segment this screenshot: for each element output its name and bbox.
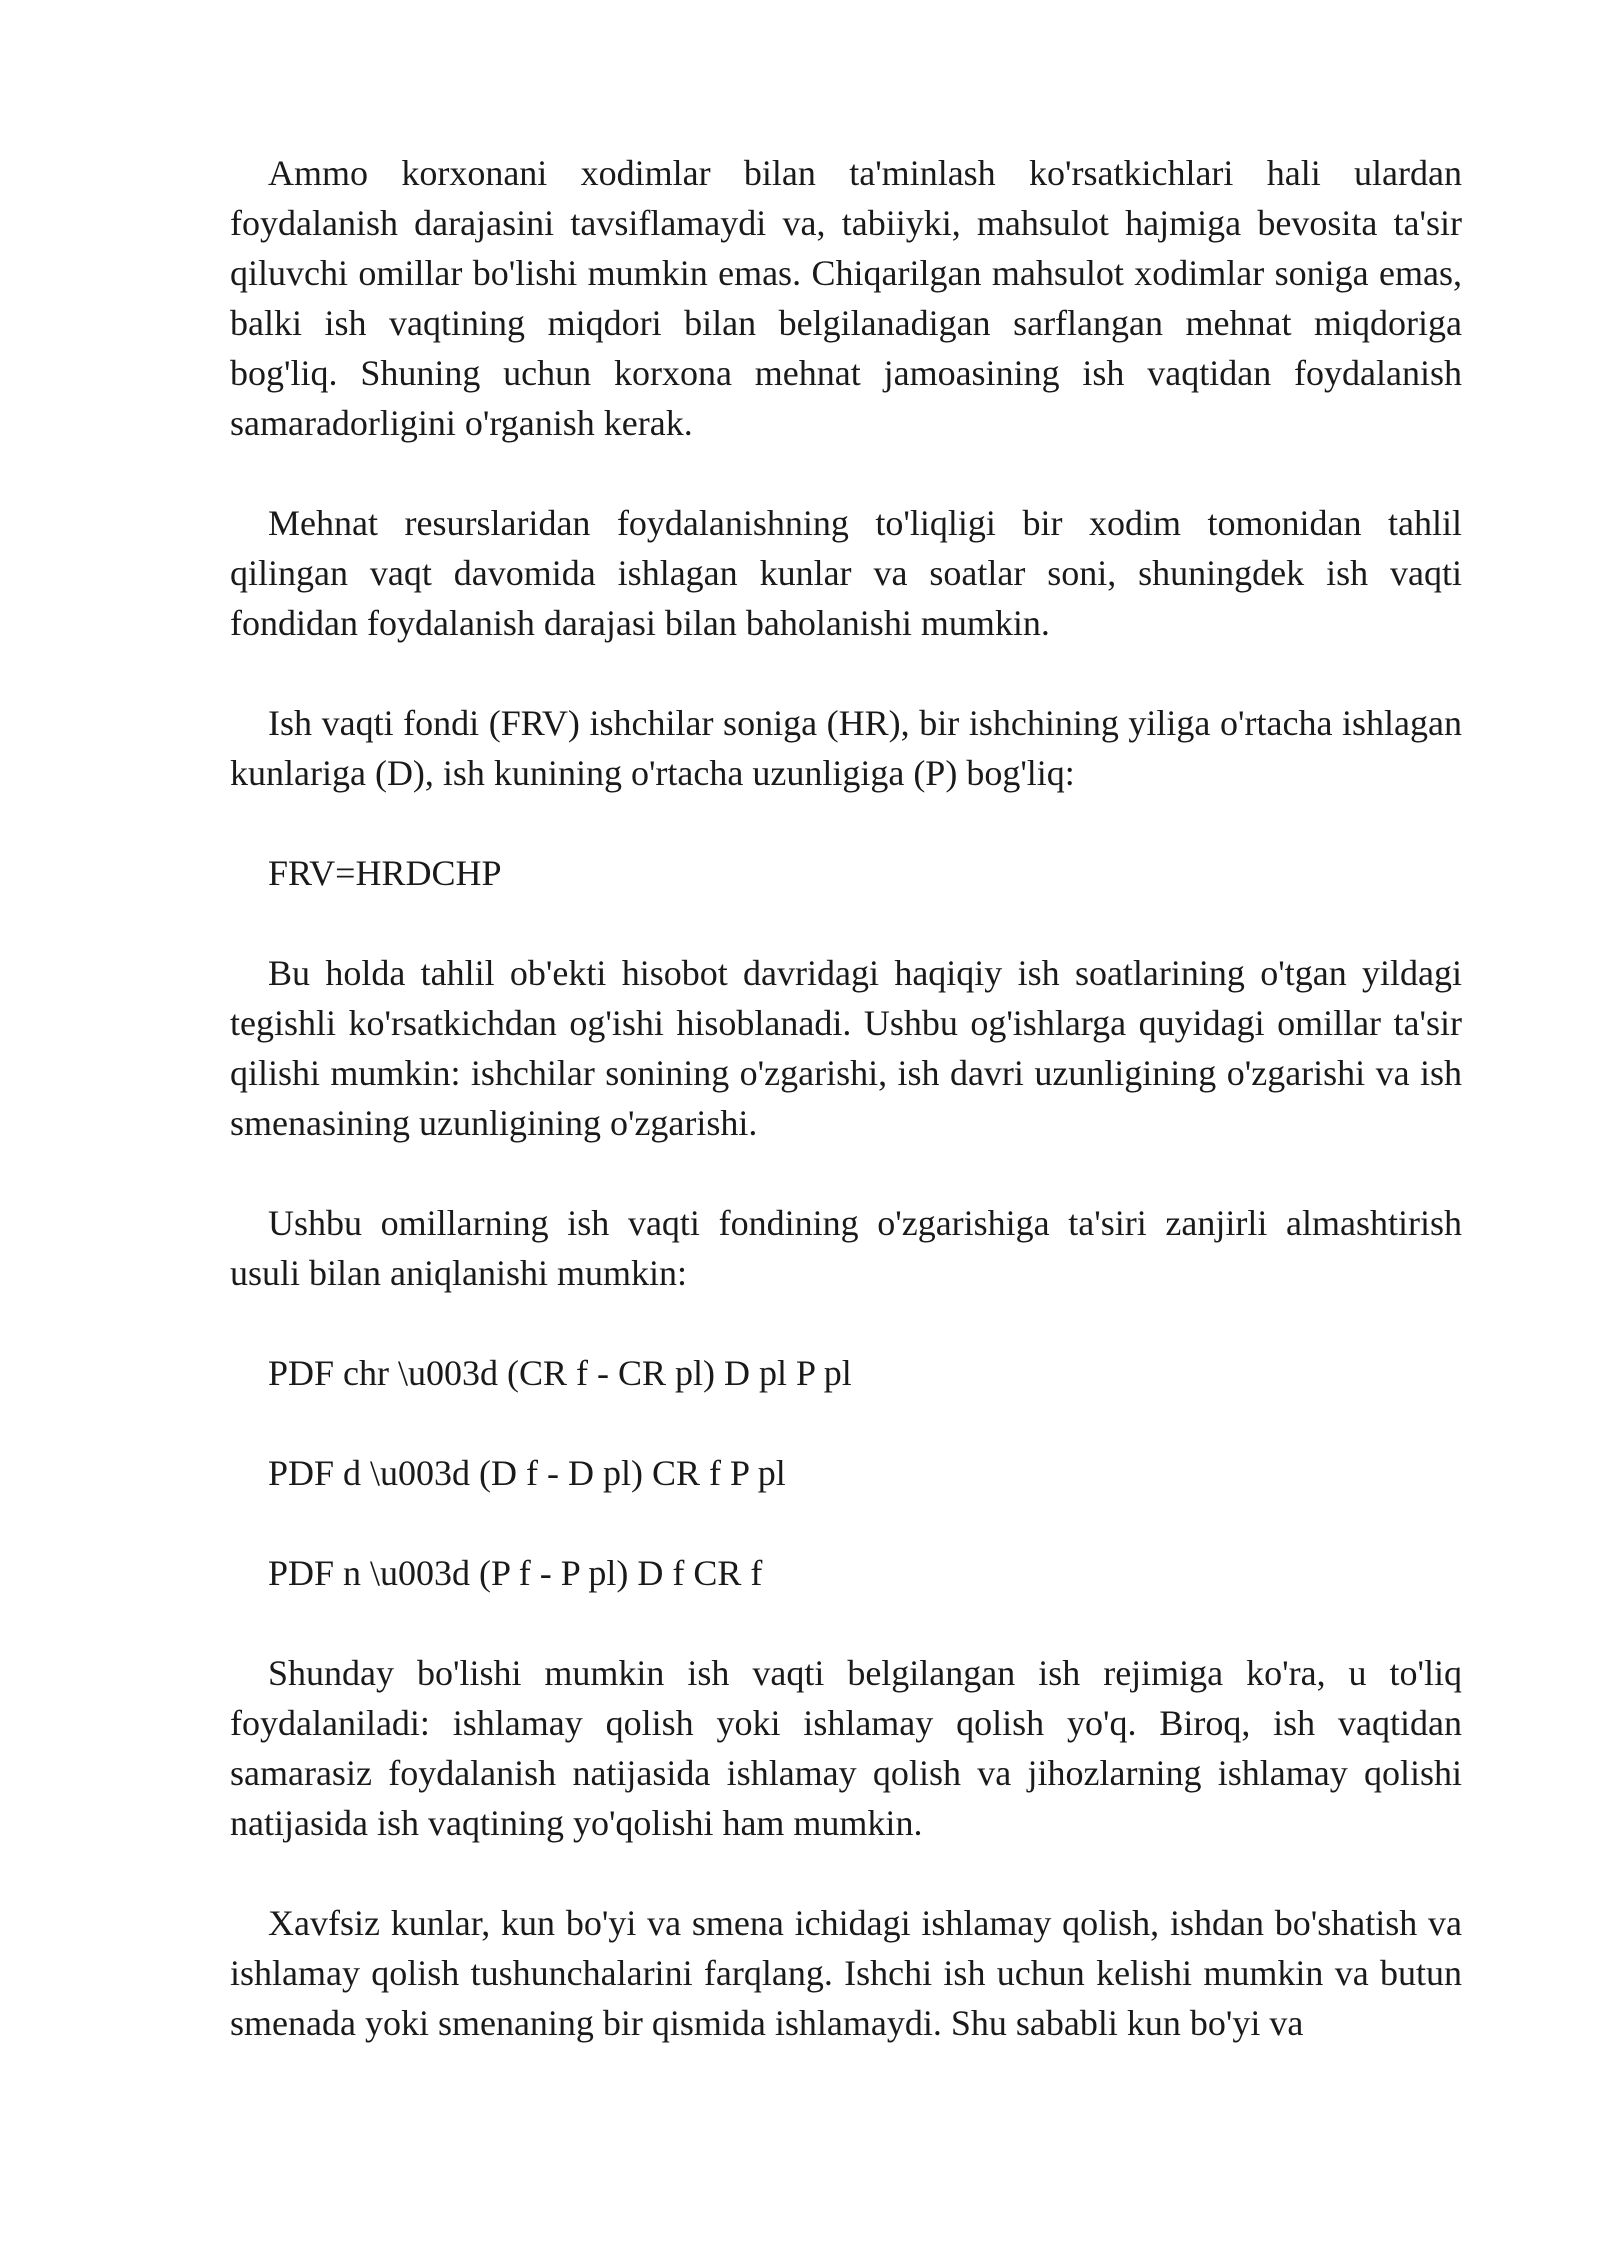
paragraph-staffing-indicators: Ammo korxonani xodimlar bilan ta'minlash ko'rsatkichlari hali ulardan foydalanish darajasini tavsiflamaydi va, tabiiyki, mahsulot hajmiga bevosita ta'sir qiluvchi omillar bo'lishi mumkin emas. Chiqarilgan mahsulot xodimlar soniga emas, balki ish vaqtining miqdori bilan belgilanadigan sarflangan mehnat miqdoriga bog'liq. Shuning uchun korxona mehnat jamoasining ish vaqtidan foydalanish samaradorligini o'rganish kerak. bbox=[230, 153, 1462, 443]
formula-pdf-d: PDF d \u003d (D f - D pl) CR f P pl bbox=[268, 1453, 786, 1493]
paragraph-work-time-fund: Ish vaqti fondi (FRV) ishchilar soniga (HR), bir ishchining yiliga o'rtacha ishlagan kunlariga (D), ish kunining o'rtacha uzunligiga (P) bog'liq: bbox=[230, 703, 1462, 793]
paragraph-chain-substitution: Ushbu omillarning ish vaqti fondining o'zgarishiga ta'siri zanjirli almashtirish usuli bilan aniqlanishi mumkin: bbox=[230, 1203, 1462, 1293]
formula-pdf-chr: PDF chr \u003d (CR f - CR pl) D pl P pl bbox=[268, 1353, 852, 1393]
document-page bbox=[230, 148, 1462, 2048]
formula-pdf-n: PDF n \u003d (P f - P pl) D f CR f bbox=[268, 1553, 763, 1593]
paragraph-work-regime: Shunday bo'lishi mumkin ish vaqti belgilangan ish rejimiga ko'ra, u to'liq foydalaniladi: ishlamay qolish yoki ishlamay qolish yo'q. Biroq, ish vaqtidan samarasiz foydalanish natijasida ishlamay qolish va jihozlarning ishlamay qolishi natijasida ish vaqtining yo'qolishi ham mumkin. bbox=[230, 1653, 1462, 1843]
paragraph-labor-resources: Mehnat resurslaridan foydalanishning to'liqligi bir xodim tomonidan tahlil qilingan vaqt davomida ishlagan kunlar va soatlar soni, shuningdek ish vaqti fondidan foydalanish darajasi bilan baholanishi mumkin. bbox=[230, 503, 1462, 643]
paragraph-downtime-concepts: Xavfsiz kunlar, kun bo'yi va smena ichidagi ishlamay qolish, ishdan bo'shatish va ishlamay qolish tushunchalarini farqlang. Ishchi ish uchun kelishi mumkin va butun smenada yoki smenaning bir qismida ishlamaydi. Shu sababli kun bo'yi va bbox=[230, 1903, 1462, 2043]
formula-frv: FRV=HRDCHP bbox=[268, 853, 502, 893]
paragraph-analysis-object: Bu holda tahlil ob'ekti hisobot davridagi haqiqiy ish soatlarining o'tgan yildagi tegishli ko'rsatkichdan og'ishi hisoblanadi. Ushbu og'ishlarga quyidagi omillar ta'sir qilishi mumkin: ishchilar sonining o'zgarishi, ish davri uzunligining o'zgarishi va ish smenasining uzunligining o'zgarishi. bbox=[230, 953, 1462, 1143]
